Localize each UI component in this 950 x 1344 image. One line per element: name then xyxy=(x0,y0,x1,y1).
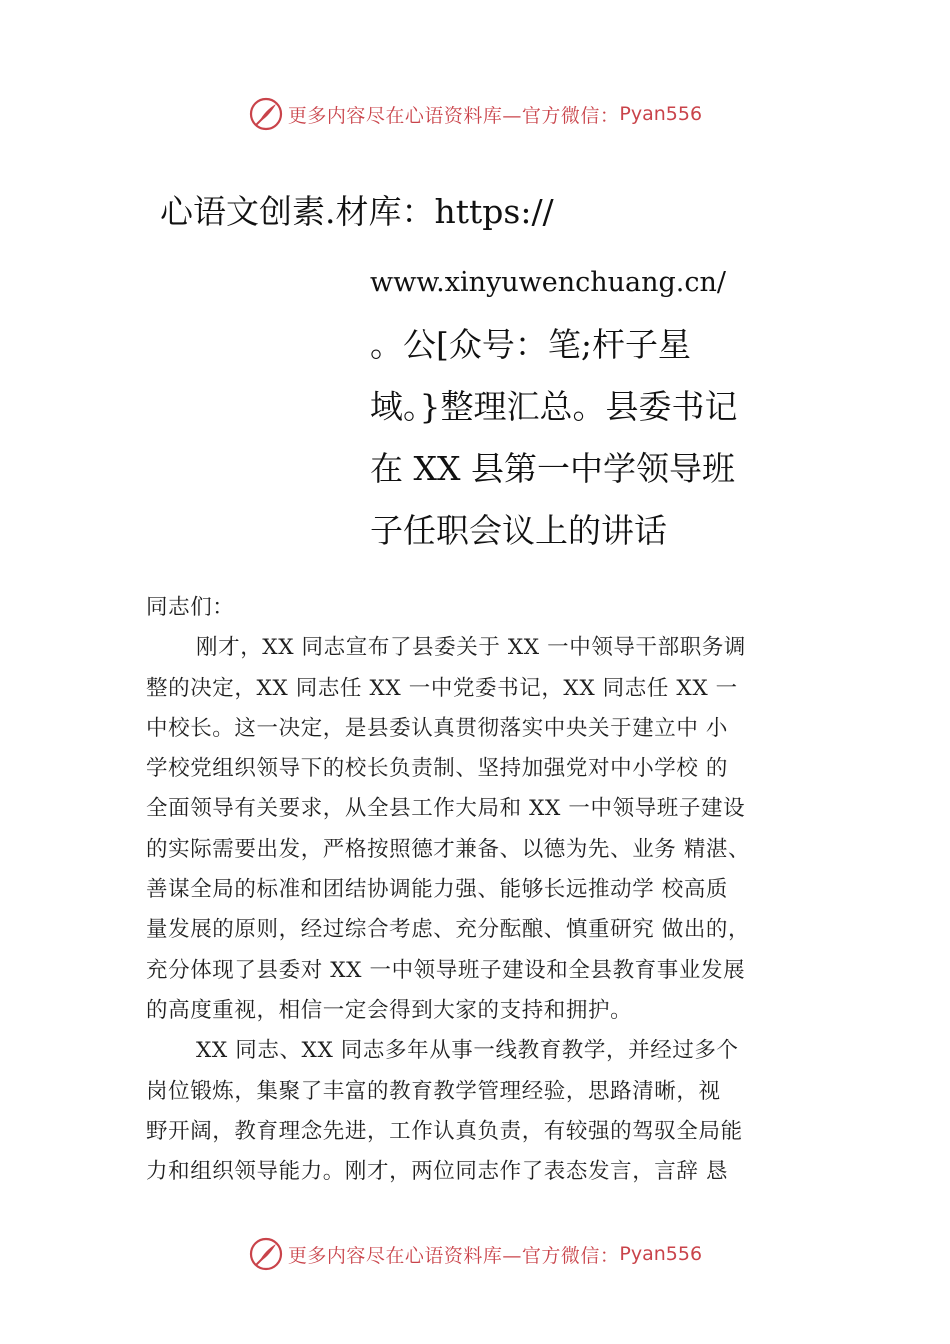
greeting: 同志们： xyxy=(146,595,235,620)
paragraph-line: 力和组织领导能力。刚才，两位同志作了表态发言，言辞 恳 xyxy=(146,1159,729,1185)
paragraph-line: 刚才，XX 同志宣布了县委关于 XX 一中领导干部职务调 xyxy=(196,635,747,661)
watermark-text: 更多内容尽在心语资料库—官方微信： xyxy=(287,1244,620,1267)
title-line: www.xinyuwenchuang.cn/ xyxy=(370,267,726,298)
watermark-handle: Pyan556 xyxy=(619,1243,703,1265)
document-body xyxy=(146,588,836,1192)
paragraph-line: 中校长。这一决定，是县委认真贯彻落实中央关于建立中 小 xyxy=(146,715,729,741)
paragraph-line: 的高度重视，相信一定会得到大家的支持和拥护。 xyxy=(146,997,633,1023)
watermark-text: 更多内容尽在心语资料库—官方微信： xyxy=(287,104,620,127)
quill-logo-icon xyxy=(248,96,284,132)
watermark-banner-top xyxy=(0,94,950,134)
paragraph-line: 全面领导有关要求，从全县工作大局和 XX 一中领导班子建设 xyxy=(146,796,746,822)
title-line: 子任职会议上的讲话 xyxy=(370,511,667,550)
paragraph-line: 的实际需要出发，严格按照德才兼备、以德为先、业务 精湛、 xyxy=(146,836,751,862)
paragraph-line: 野开阔，教育理念先进，工作认真负责，有较强的驾驭全局能 xyxy=(146,1118,743,1144)
watermark-banner-bottom xyxy=(0,1234,950,1274)
paragraph-line: XX 同志、XX 同志多年从事一线教育教学，并经过多个 xyxy=(196,1038,739,1064)
paragraph-line: 整的决定，XX 同志任 XX 一中党委书记，XX 同志任 XX 一 xyxy=(146,675,738,701)
watermark-handle: Pyan556 xyxy=(619,103,703,125)
paragraph-line: 岗位锻炼，集聚了丰富的教育教学管理经验，思路清晰，视 xyxy=(146,1078,721,1104)
quill-logo-icon xyxy=(248,1236,284,1272)
document-title xyxy=(370,252,810,562)
paragraph-line: 善谋全局的标准和团结协调能力强、能够长远推动学 校高质 xyxy=(146,877,729,903)
paragraph-line: 充分体现了县委对 XX 一中领导班子建设和全县教育事业发展 xyxy=(146,957,746,983)
title-line: 。公[众号：笔;杆子星 xyxy=(370,325,691,364)
title-line: 域。}整理汇总。县委书记 xyxy=(370,387,738,426)
paragraph-line: 学校党组织领导下的校长负责制、坚持加强党对中小学校 的 xyxy=(146,756,729,782)
title-line: 在 XX 县第一中学领导班 xyxy=(370,449,735,488)
paragraph-line: 量发展的原则，经过综合考虑、充分酝酿、慎重研究 做出的， xyxy=(146,917,751,943)
title-line: 心语文创素.材库：https:// xyxy=(160,192,554,231)
